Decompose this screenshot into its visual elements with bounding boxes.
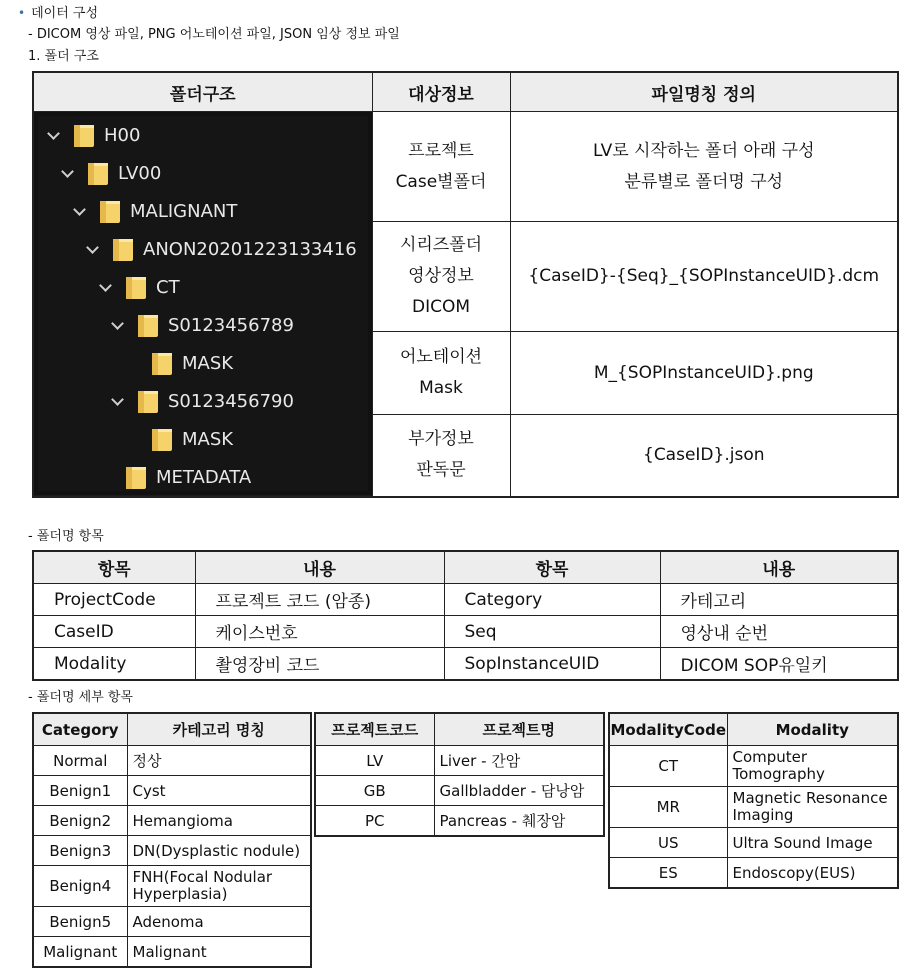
file-naming-cell: M_{SOPInstanceUID}.png [510,332,898,415]
header-content: 내용 [195,551,444,584]
folder-icon [88,163,108,185]
header-file-naming: 파일명칭 정의 [510,72,898,112]
folder-icon [100,201,120,223]
table-row: CT Computer Tomography [609,746,898,787]
table-row: Benign1 Cyst [33,776,311,806]
folder-structure-table [32,71,899,498]
header-modality: Modality [727,713,898,746]
table-row: Malignant Malignant [33,937,311,968]
header-folder-structure: 폴더구조 [33,72,372,112]
file-naming-cell: {CaseID}.json [510,415,898,497]
table-row: Benign3 DN(Dysplastic nodule) [33,836,311,866]
folder-icon [74,125,94,147]
tree-node-lv00[interactable]: LV00 [62,159,161,189]
header-category-name: 카테고리 명칭 [127,713,311,746]
spacer [126,434,138,446]
tree-node-malignant[interactable]: MALIGNANT [74,197,237,227]
folder-icon [126,277,146,299]
category-table [32,712,312,968]
table-row: Benign2 Hemangioma [33,806,311,836]
tree-node-metadata[interactable]: METADATA [100,463,251,493]
table-row: Benign4 FNH(Focal Nodular Hyperplasia) [33,866,311,907]
modality-table [608,712,899,889]
tree-node-h00[interactable]: H00 [48,121,140,151]
folder-tree-cell [33,112,372,497]
target-info-cell: 시리즈폴더 영상정보 DICOM [372,222,510,332]
table-row: GB Gallbladder - 담낭암 [315,776,604,806]
file-naming-cell: {CaseID}-{Seq}_{SOPInstanceUID}.dcm [510,222,898,332]
chevron-down-icon[interactable] [62,168,74,180]
tree-node-series-1[interactable]: S0123456789 [112,311,294,341]
header-modality-code: ModalityCode [609,713,727,746]
header-item: 항목 [33,551,195,584]
header-category: Category [33,713,127,746]
section-heading [18,5,98,22]
table-row: US Ultra Sound Image [609,828,898,858]
header-project-code: 프로젝트코드 [315,713,434,746]
tree-node-mask-1[interactable]: MASK [126,349,233,379]
folder-name-items-label: - 폴더명 항목 [28,529,104,544]
table-row: Normal 정상 [33,746,311,776]
folder-name-detail-label: - 폴더명 세부 항목 [28,690,133,705]
chevron-down-icon[interactable] [112,320,124,332]
folder-icon [152,353,172,375]
heading-text: 데이터 구성 [31,6,99,21]
chevron-down-icon[interactable] [100,282,112,294]
chevron-down-icon[interactable] [74,206,86,218]
table-row: PC Pancreas - 췌장암 [315,806,604,837]
folder-icon [126,467,146,489]
bullet-icon: • [18,6,26,20]
target-info-cell: 프로젝트 Case별폴더 [372,112,510,222]
tree-node-mask-2[interactable]: MASK [126,425,233,455]
folder-icon [138,391,158,413]
tree-node-series-2[interactable]: S0123456790 [112,387,294,417]
chevron-down-icon[interactable] [112,396,124,408]
table-row: CaseID 케이스번호 Seq 영상내 순번 [33,616,898,648]
header-project-name: 프로젝트명 [434,713,604,746]
table-row: ProjectCode 프로젝트 코드 (암종) Category 카테고리 [33,584,898,616]
header-content: 내용 [660,551,898,584]
folder-structure-label: 1. 폴더 구조 [28,49,99,64]
folder-icon [152,429,172,451]
folder-name-items-table [32,550,899,681]
tree-node-anon[interactable]: ANON20201223133416 [87,235,357,265]
folder-icon [138,315,158,337]
table-row: ES Endoscopy(EUS) [609,858,898,889]
table-row: Benign5 Adenoma [33,907,311,937]
table-row: MR Magnetic Resonance Imaging [609,787,898,828]
chevron-down-icon[interactable] [48,130,60,142]
spacer [100,472,112,484]
project-code-table [314,712,605,837]
table-row: LV Liver - 간암 [315,746,604,776]
target-info-cell: 부가정보 판독문 [372,415,510,497]
header-item: 항목 [444,551,660,584]
table-row: Modality 촬영장비 코드 SopInstanceUID DICOM SOP유일키 [33,648,898,681]
file-naming-cell: LV로 시작하는 폴더 아래 구성 분류별로 폴더명 구성 [510,112,898,222]
spacer [126,358,138,370]
intro-line: - DICOM 영상 파일, PNG 어노테이션 파일, JSON 임상 정보 파일 [28,27,400,42]
chevron-down-icon[interactable] [87,244,99,256]
folder-tree [34,112,372,495]
header-target-info: 대상정보 [372,72,510,112]
target-info-cell: 어노테이션 Mask [372,332,510,415]
tree-node-ct[interactable]: CT [100,273,180,303]
folder-icon [113,239,133,261]
